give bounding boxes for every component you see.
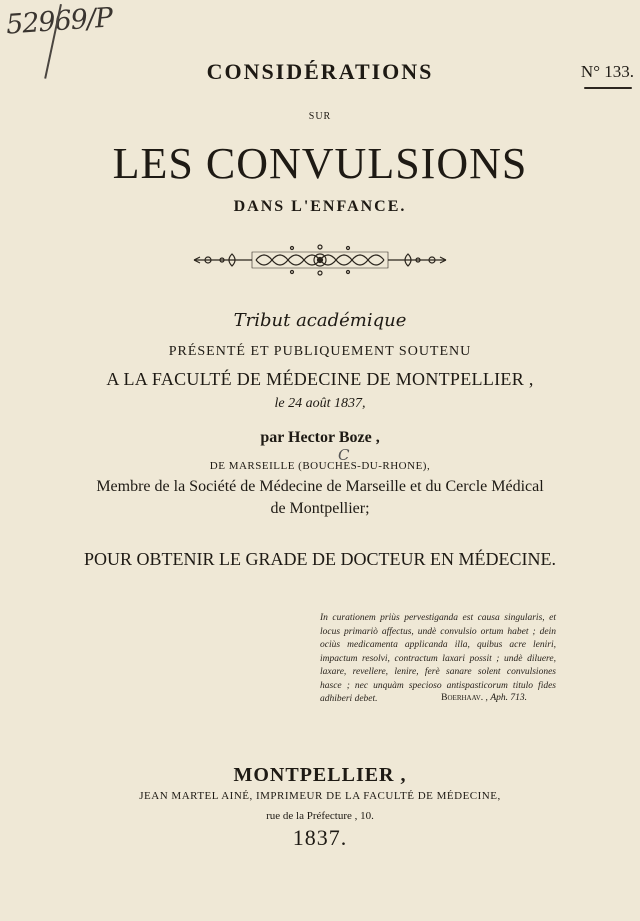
tribut-line: Tribut académique: [233, 310, 407, 331]
presented-line-1: PRÉSENTÉ ET PUBLIQUEMENT SOUTENU: [168, 344, 472, 359]
epigraph-text: In curationem priùs pervestiganda est causa singularis, et locus primariò affectus, undè convulsio ortum habet ; dein ociùs medicamenta applicanda illa, quibus acre leniri, impactum resolvi, contractum laxari possit ; undè diluere, laxare, revellere, lenire, ferè sanare solent convulsiones hasce ; nec unquàm specioso antispasticorum titulo fides adhiberi debet.: [320, 613, 556, 704]
date-line: le 24 août 1837,: [274, 396, 366, 411]
ornament-divider: [192, 244, 448, 276]
title-line-2: SUR: [308, 111, 332, 122]
imprint-city: MONTPELLIER ,: [233, 764, 407, 786]
imprint-year: 1837.: [292, 825, 348, 850]
shelfmark: 52969/P: [5, 2, 114, 41]
membership-line-1: Membre de la Société de Médecine de Marseille et du Cercle Médical: [96, 478, 544, 495]
imprint-address: rue de la Préfecture , 10.: [266, 810, 374, 822]
epigraph-author: Boerhaav. ,: [441, 693, 488, 703]
origin-line: DE MARSEILLE (BOUCHES-DU-RHONE),: [209, 460, 431, 472]
membership-line-2: de Montpellier;: [270, 500, 370, 517]
thesis-number: N° 133.: [580, 62, 634, 81]
main-title: LES CONVULSIONS: [112, 139, 528, 188]
number-rule: [584, 87, 632, 89]
epigraph-source: [441, 693, 527, 703]
title-line-4: DANS L'ENFANCE.: [233, 198, 407, 215]
purpose-line: POUR OBTENIR LE GRADE DE DOCTEUR EN MÉDECINE.: [84, 549, 556, 569]
epigraph-reference: Aph. 713.: [490, 693, 527, 703]
imprint-printer: JEAN MARTEL AINÉ, IMPRIMEUR DE LA FACULTÉ DE MÉDECINE,: [139, 790, 501, 802]
title-line-1: CONSIDÉRATIONS: [206, 59, 434, 84]
author-line: par Hector Boze ,: [260, 429, 380, 446]
handwritten-mark: C: [338, 446, 350, 464]
presented-line-2: A LA FACULTÉ DE MÉDECINE DE MONTPELLIER ,: [106, 369, 534, 389]
